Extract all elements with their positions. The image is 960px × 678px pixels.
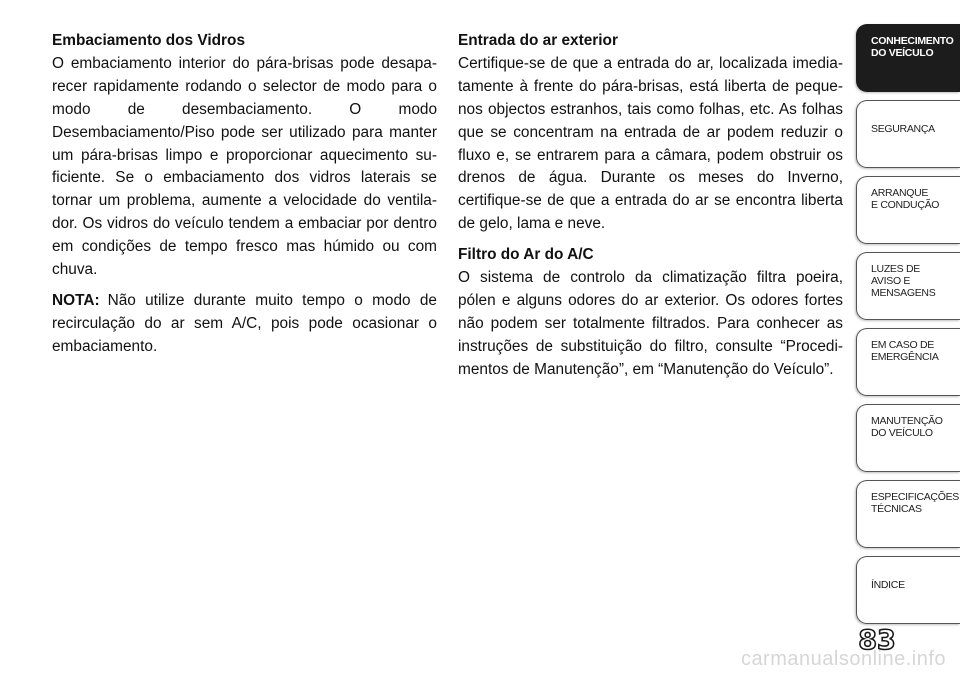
ac-filter-paragraph: O sistema de controlo da climatização filtra poeira, pólen e alguns odores do ar exterior. Os odores fortes não podem ser totalmente filtrados. Para conhecer as instruções de substituição do filtro, consulte “Procedi-mentos de Manutenção”, em “Manutenção do Veículo”.: [458, 269, 843, 378]
section-heading-air-intake: Entrada do ar exterior: [458, 32, 618, 49]
tab-specifications[interactable]: [856, 480, 960, 548]
tab-label: MANUTENÇÃO DO VEÍCULO: [871, 415, 943, 439]
tab-label: ÍNDICE: [871, 579, 905, 591]
tab-starting-driving[interactable]: [856, 176, 960, 244]
tab-label: LUZES DE AVISO E MENSAGENS: [871, 263, 936, 299]
tab-vehicle-knowledge[interactable]: [856, 24, 960, 92]
tab-label: EM CASO DE EMERGÊNCIA: [871, 339, 939, 363]
tab-label: SEGURANÇA: [871, 123, 935, 135]
tab-index[interactable]: [856, 556, 960, 624]
tab-label: CONHECIMENTO DO VEÍCULO: [871, 35, 954, 59]
tab-warning-lights[interactable]: [856, 252, 960, 320]
tab-emergency[interactable]: [856, 328, 960, 396]
note-paragraph: [52, 290, 437, 359]
page-number: 83: [858, 625, 896, 656]
watermark: carmanualsonline.info: [740, 648, 946, 670]
tab-safety[interactable]: [856, 100, 960, 168]
note-text: Não utilize durante muito tempo o modo de recirculação do ar sem A/C, pois pode ocasionar o embaciamento.: [52, 291, 437, 355]
tab-maintenance[interactable]: [856, 404, 960, 472]
fogging-paragraph: O embaciamento interior do pára-brisas pode desapa-recer rapidamente rodando o selector de modo para o modo de desembaciamento. O modo Desembaciamento/Piso pode ser utilizado para manter um pára-brisas limpo e proporcionar aquecimento su-ficiente. Se o embaciamento dos vidros laterais se tornar um problema, aumente a velocidade do ventila-dor. Os vidros do veículo tendem a embaciar por dentro em condições de tempo fresco mas húmido ou com chuva.: [52, 54, 437, 279]
section-heading-ac-filter: Filtro do Ar do A/C: [458, 246, 594, 264]
air-intake-paragraph: Certifique-se de que a entrada do ar, localizada imedia-tamente à frente do pára-brisas, está liberta de peque-nos objectos estranhos, tais como folhas, etc. As folhas que se concentram na entrada de ar podem reduzir o fluxo e, se entrarem para a câmara, podem obstruir os drenos de água. Durante os meses do Inverno, certifique-se de que a entrada do ar se encontra liberta de gelo, lama e neve.: [458, 54, 843, 233]
note-label: NOTA:: [52, 291, 100, 309]
tab-label: ESPECIFICAÇÕES TÉCNICAS: [871, 491, 959, 515]
right-column: [458, 30, 843, 382]
section-heading-fogging: Embaciamento dos Vidros: [52, 32, 246, 49]
left-column: [52, 30, 437, 359]
tab-label: ARRANQUE E CONDUÇÃO: [871, 187, 940, 211]
